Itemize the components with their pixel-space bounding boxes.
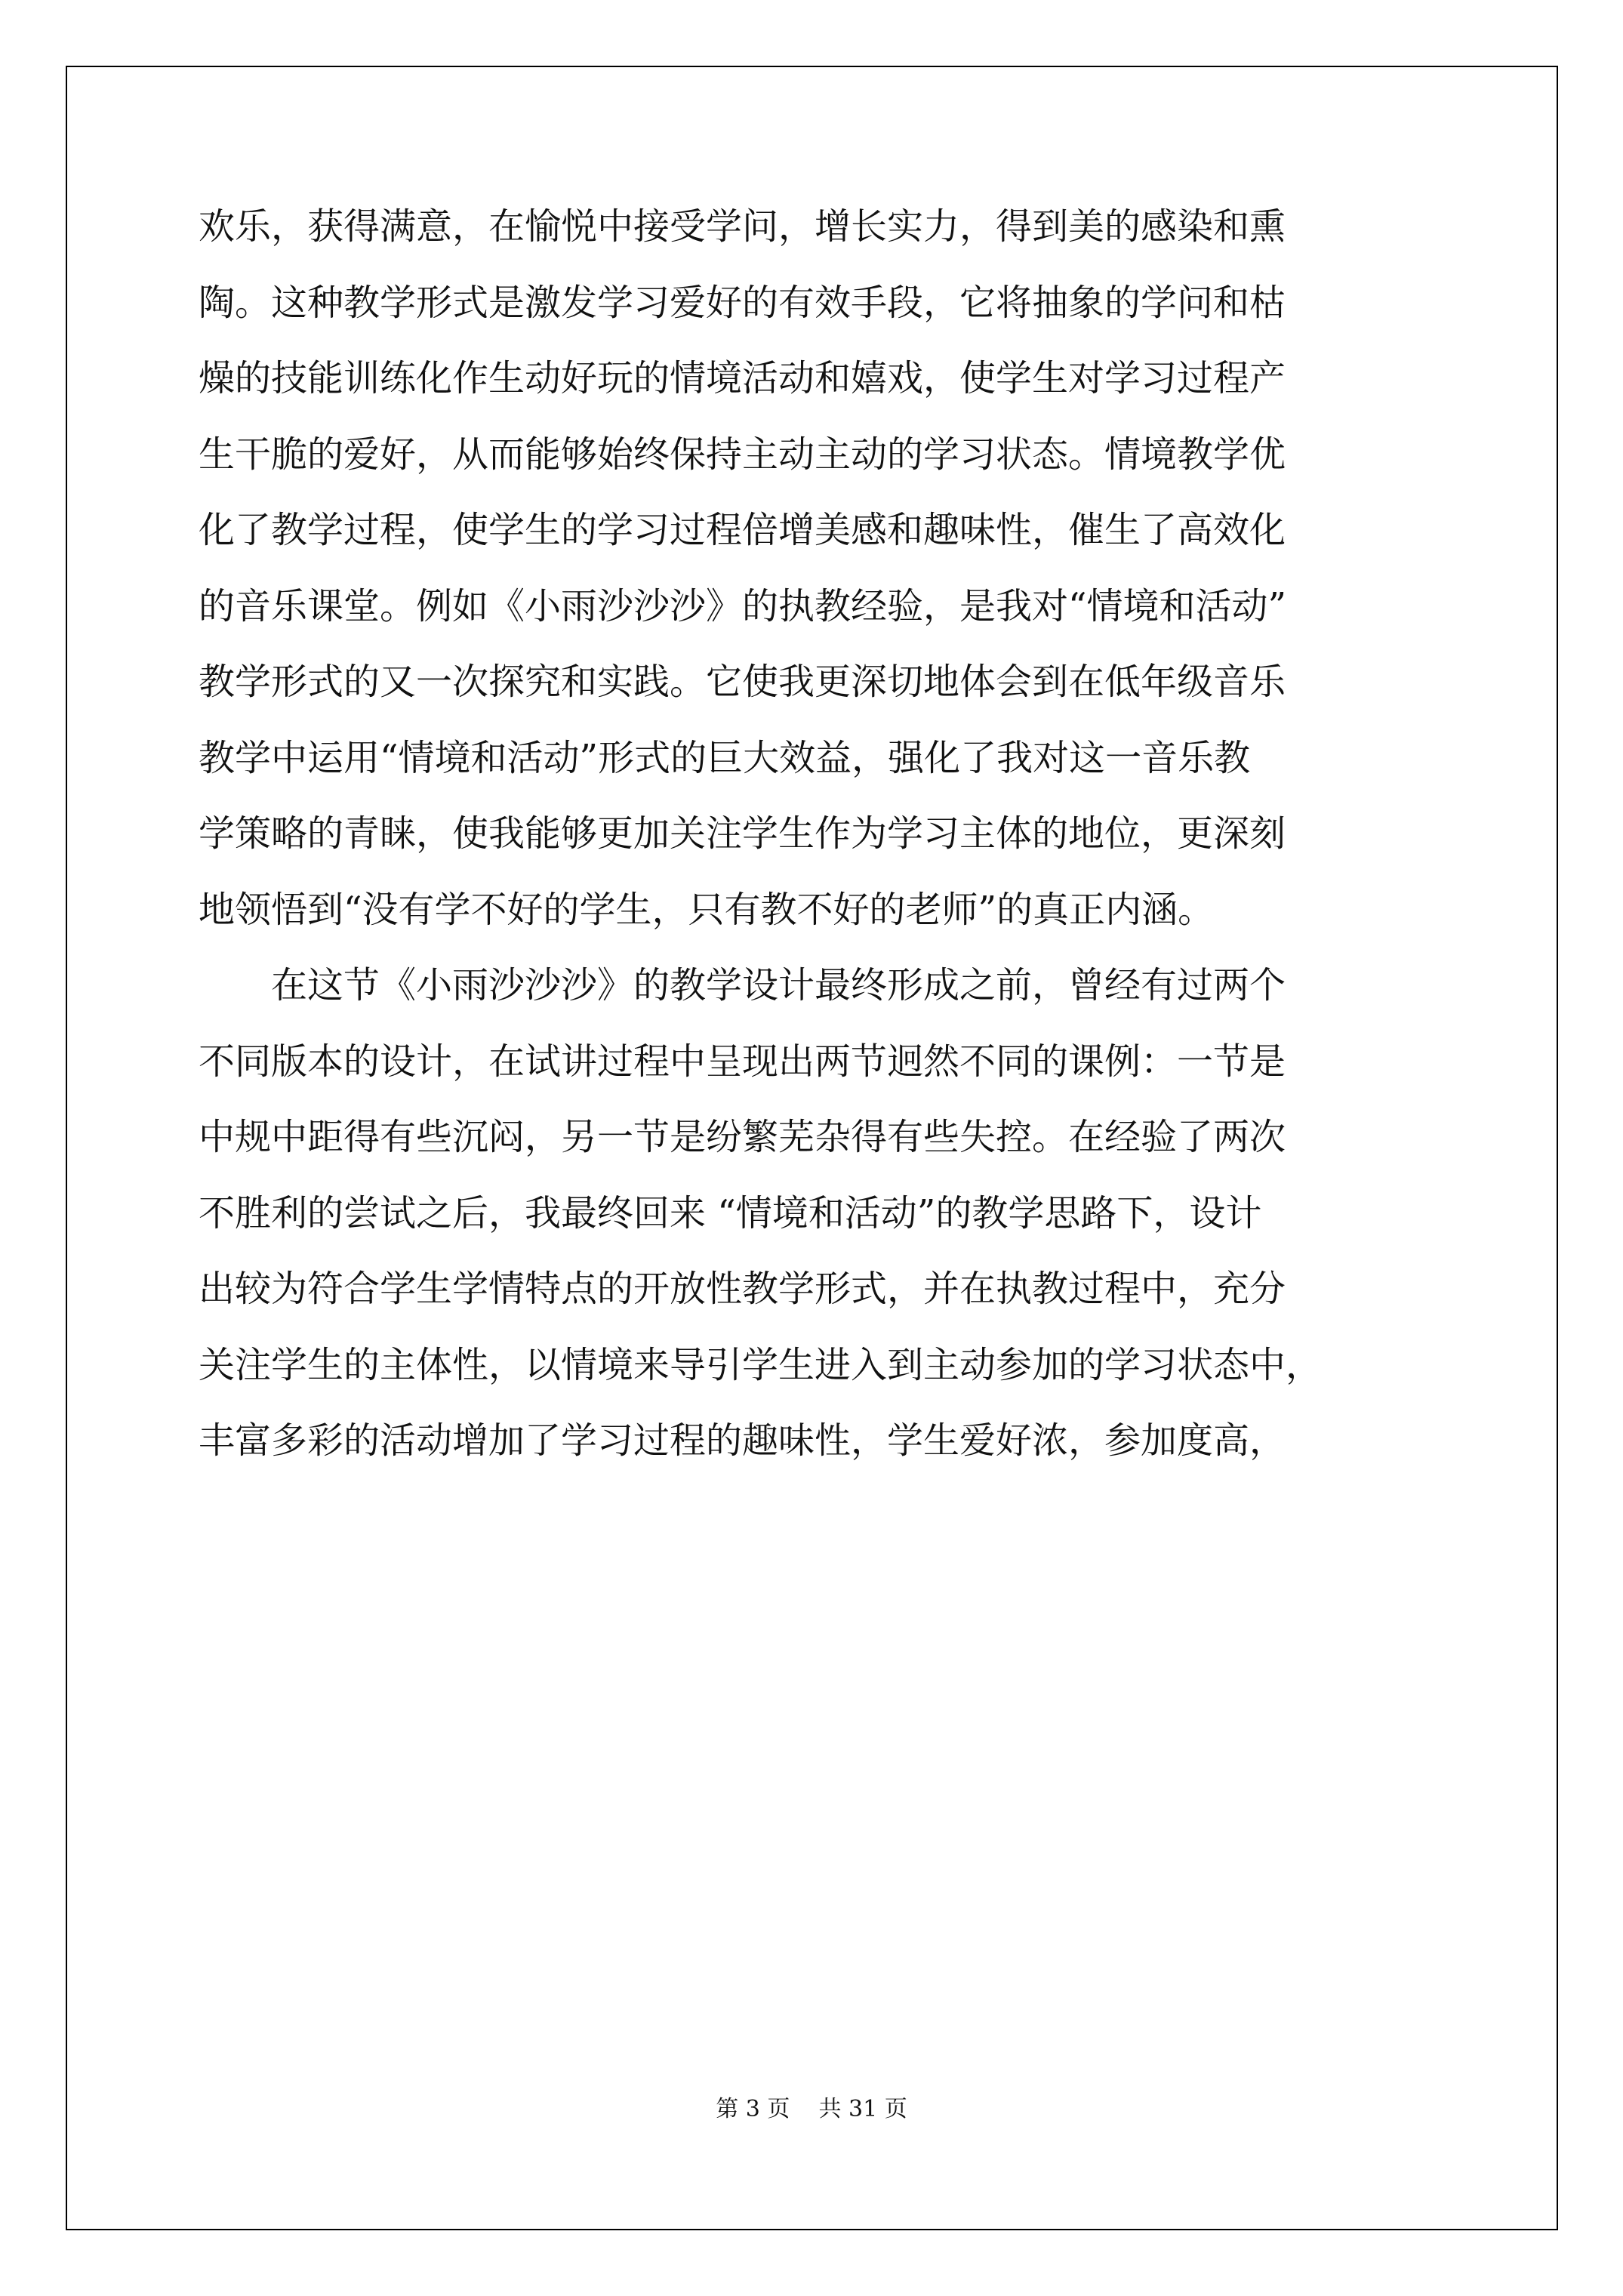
text-line: 不胜利的尝试之后，我最终回来 “情境和活动”的教学思路下，设计 bbox=[199, 1192, 1262, 1234]
text-line: 陶。这种教学形式是激发学习爱好的有效手段，它将抽象的学问和枯 bbox=[199, 282, 1286, 324]
text-line: 学策略的青睐，使我能够更加关注学生作为学习主体的地位，更深刻 bbox=[199, 812, 1286, 855]
text-line: 燥的技能训练化作生动好玩的情境活动和嬉戏，使学生对学习过程产 bbox=[199, 357, 1286, 399]
text-line: 教学中运用“情境和活动”形式的巨大效益，强化了我对这一音乐教 bbox=[199, 737, 1251, 779]
text-line: 不同版本的设计，在试讲过程中呈现出两节迥然不同的课例：一节是 bbox=[199, 1040, 1286, 1083]
text-line: 生干脆的爱好，从而能够始终保持主动主动的学习状态。情境教学优 bbox=[199, 433, 1286, 476]
text-line: 欢乐，获得满意，在愉悦中接受学问，增长实力，得到美的感染和熏 bbox=[199, 205, 1286, 248]
text-line: 关注学生的主体性，以情境来导引学生进入到主动参加的学习状态中， bbox=[199, 1344, 1323, 1386]
text-line: 的音乐课堂。例如《小雨沙沙沙》的执教经验，是我对“情境和活动” bbox=[199, 585, 1287, 627]
paragraph-start-line: 在这节《小雨沙沙沙》的教学设计最终形成之前，曾经有过两个 bbox=[271, 964, 1286, 1006]
page-number-footer: 第 3 页 共 31 页 bbox=[716, 2096, 907, 2122]
text-line: 出较为符合学生学情特点的开放性教学形式，并在执教过程中，充分 bbox=[199, 1268, 1286, 1310]
text-line: 教学形式的又一次探究和实践。它使我更深切地体会到在低年级音乐 bbox=[199, 661, 1286, 703]
text-line: 丰富多彩的活动增加了学习过程的趣味性，学生爱好浓，参加度高， bbox=[199, 1419, 1286, 1462]
text-line: 中规中距得有些沉闷，另一节是纷繁芜杂得有些失控。在经验了两次 bbox=[199, 1116, 1286, 1158]
text-line: 地领悟到“没有学不好的学生，只有教不好的老师”的真正内涵。 bbox=[199, 889, 1215, 931]
text-line: 化了教学过程，使学生的学习过程倍增美感和趣味性，催生了高效化 bbox=[199, 509, 1286, 551]
